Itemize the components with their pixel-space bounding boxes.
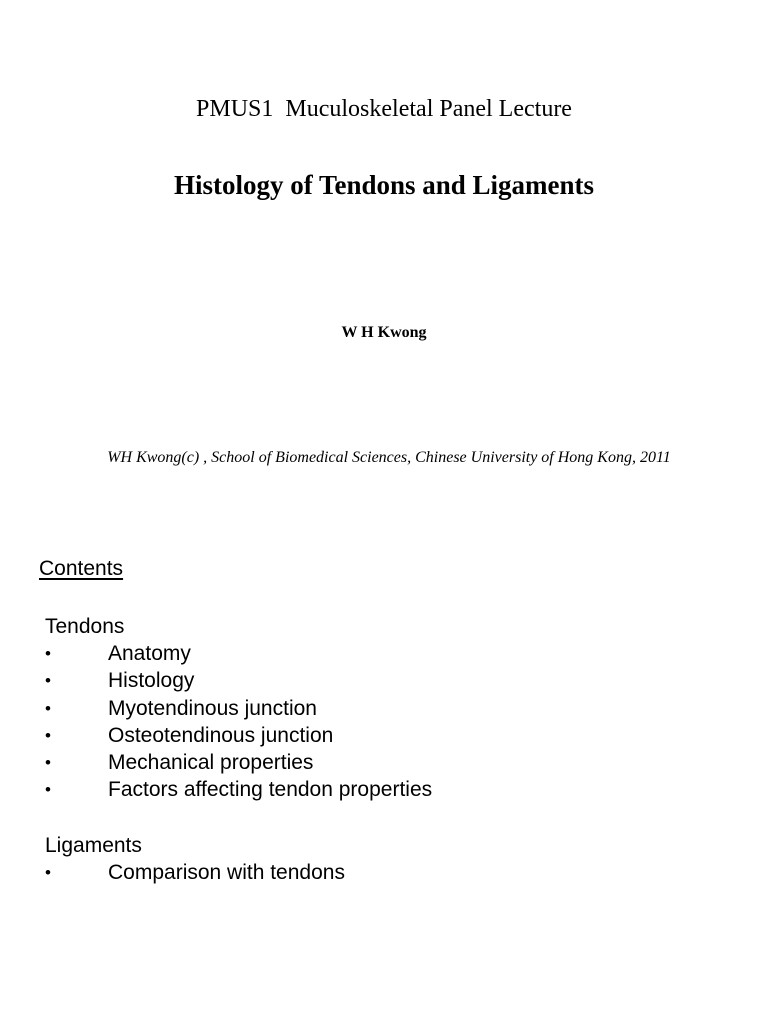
- list-item: [45, 776, 433, 803]
- list-item-text: Factors affecting tendon properties: [108, 778, 433, 802]
- course-line: PMUS1 Muculoskeletal Panel Lecture: [196, 96, 572, 122]
- list-item-text: Histology: [108, 669, 195, 693]
- ligaments-section: [45, 832, 345, 886]
- bullet-icon: •: [45, 644, 51, 663]
- ligaments-title: Ligaments: [45, 834, 142, 857]
- bullet-icon: •: [45, 780, 51, 800]
- list-item: [45, 695, 317, 722]
- list-item-text: Mechanical properties: [108, 751, 314, 775]
- bullet-icon: •: [45, 863, 51, 882]
- tendons-section: [45, 613, 433, 804]
- tendons-list: [45, 640, 433, 804]
- list-item-text: Anatomy: [108, 642, 191, 665]
- bullet-icon: •: [45, 698, 51, 718]
- bullet-icon: •: [45, 725, 51, 745]
- tendons-title: Tendons: [45, 615, 125, 638]
- bullet-icon: •: [45, 671, 51, 691]
- list-item-text: Myotendinous junction: [108, 696, 317, 720]
- list-item: [45, 640, 191, 667]
- list-item-text: Osteotendinous junction: [108, 723, 334, 747]
- ligaments-list: [45, 859, 345, 886]
- bullet-icon: •: [45, 753, 51, 773]
- contents-heading: Contents: [39, 557, 124, 580]
- list-item: [45, 859, 345, 886]
- list-item: [45, 722, 334, 749]
- copyright-line: WH Kwong(c) , School of Biomedical Sciences, Chinese University of Hong Kong, 2011: [107, 449, 671, 466]
- list-item: [45, 667, 195, 694]
- list-item: [45, 749, 314, 776]
- list-item-text: Comparison with tendons: [108, 861, 345, 884]
- author-name: W H Kwong: [341, 324, 427, 341]
- page-title: Histology of Tendons and Ligaments: [173, 170, 595, 200]
